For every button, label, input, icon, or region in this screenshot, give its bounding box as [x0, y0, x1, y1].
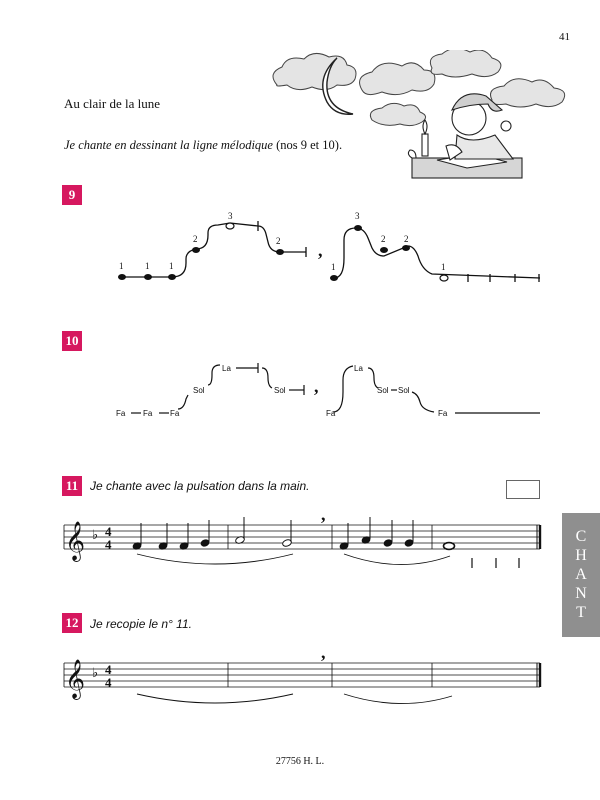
exercise-12-slurs	[137, 694, 452, 704]
flat-icon: ♭	[92, 666, 99, 681]
exercise-12-badge: 12	[62, 613, 82, 633]
ex9-label: 1	[331, 262, 336, 272]
time-signature-bottom: 4	[105, 675, 112, 690]
exercise-11-notes	[132, 517, 454, 550]
ex9-label: 3	[355, 211, 360, 221]
side-tab-letter: H	[575, 547, 587, 564]
ex9-label: 1	[145, 261, 150, 271]
ex10-label: La	[354, 364, 363, 373]
ex10-label: Sol	[398, 386, 410, 395]
side-tab-letter: N	[575, 585, 587, 602]
ex10-label: Fa	[438, 409, 448, 418]
breath-mark-10: ,	[314, 376, 319, 396]
exercise-11-text: Je chante avec la pulsation dans la main.	[90, 479, 310, 493]
ex9-label: 3	[228, 211, 233, 221]
time-signature-top: 4	[105, 662, 112, 677]
flat-icon: ♭	[92, 528, 99, 543]
time-signature-bottom: 4	[105, 537, 112, 552]
exercise-9-badge: 9	[62, 185, 82, 205]
ex9-label: 2	[404, 234, 409, 244]
exercise-11-slurs	[137, 554, 450, 565]
exercise-12-staff	[64, 663, 540, 687]
breath-mark-12: ,	[321, 642, 326, 662]
ex9-label: 2	[381, 234, 386, 244]
song-title: Au clair de la lune	[64, 96, 161, 111]
side-tab-letter: A	[575, 566, 587, 583]
ex9-label: 2	[193, 234, 198, 244]
exercise-10-badge: 10	[62, 331, 82, 351]
ex10-label: Fa	[170, 409, 180, 418]
ex9-label: 2	[276, 236, 281, 246]
exercise-9-note-dots	[118, 223, 448, 281]
ex9-label: 1	[169, 261, 174, 271]
pulse-ticks	[472, 558, 519, 568]
ex10-label: La	[222, 364, 231, 373]
exercise-10-labels	[116, 364, 448, 418]
chant-side-tab	[562, 513, 600, 637]
exercise-9-labels	[119, 211, 446, 272]
ex9-label: 1	[441, 262, 446, 272]
treble-clef-icon: 𝄞	[65, 521, 86, 561]
exercise-9-melodic-line	[122, 221, 540, 282]
footer-code: 27756 H. L.	[275, 756, 325, 767]
treble-clef-icon: 𝄞	[65, 659, 86, 699]
breath-mark-9: ,	[318, 240, 323, 260]
ex10-label: Sol	[193, 386, 205, 395]
ex10-label: Sol	[377, 386, 389, 395]
ex9-label: 1	[119, 261, 124, 271]
exercise-11-badge: 11	[62, 476, 82, 496]
ex10-label: Fa	[143, 409, 153, 418]
breath-mark-11: ,	[321, 504, 326, 524]
ex10-label: Fa	[326, 409, 336, 418]
side-tab-letter: C	[575, 528, 587, 545]
time-signature-top: 4	[105, 524, 112, 539]
exercise-12-text: Je recopie le n° 11.	[90, 617, 192, 631]
instruction-italic: Je chante en dessinant la ligne mélodique	[64, 138, 273, 152]
side-tab-letter: T	[576, 604, 586, 621]
page-number: 41	[559, 31, 570, 43]
ex10-label: Sol	[274, 386, 286, 395]
instruction-rest: (nos 9 et 10).	[272, 138, 343, 152]
ex10-label: Fa	[116, 409, 126, 418]
